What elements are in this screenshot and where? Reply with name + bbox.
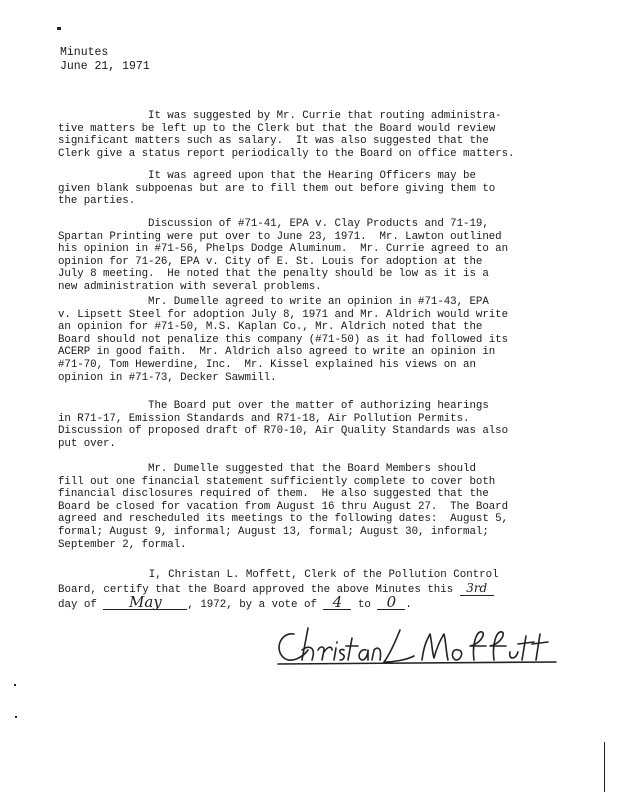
paragraph-financial-vacation: Mr. Dumelle suggested that the Board Members should fill out one financial statement sufficiently complete to cover both financial disclosures required of them. He also suggested that the Board be closed for vacation from August 16 thru August 27. The Board agreed and rescheduled its meetings to the following dates: August 5, formal; August 9, informal; August 13, formal; August 30, informal; September 2, formal. <box>58 463 509 551</box>
certification-line-2 <box>58 582 494 597</box>
certification-text: Board, certify that the Board approved the above Minutes this <box>58 584 460 596</box>
paragraph-admin-matters: It was suggested by Mr. Currie that routing administra- tive matters be left up to the Clerk but that the Board would review significant matters such as salary. It was also suggested that the Clerk give a status report periodically to the Board on office matters. <box>58 110 515 160</box>
paragraph-hearings-putover: The Board put over the matter of authorizing hearings in R71-17, Emission Standards and R71-18, Air Pollution Permits. Discussion of proposed draft of R70-10, Air Quality Standards was also put over. <box>58 400 509 450</box>
certification-text: to <box>351 599 378 611</box>
handwritten-vote-against: 0 <box>377 596 405 610</box>
handwritten-day: 3rd <box>460 582 494 596</box>
certification-text: , 1972, by a vote of <box>187 599 324 611</box>
certification-line-3 <box>58 593 412 612</box>
document-title: Minutes <box>60 46 109 59</box>
scan-edge-line <box>604 742 605 792</box>
paragraph-hearing-officers: It was agreed upon that the Hearing Officers may be given blank subpoenas but are to fill them out before giving them to the parties. <box>58 170 496 208</box>
document-date: June 21, 1971 <box>60 60 150 73</box>
paragraph-case-discussion: Discussion of #71-41, EPA v. Clay Products and 71-19, Spartan Printing were put over to June 23, 1971. Mr. Lawton outlined his opinion in #71-56, Phelps Dodge Aluminum. Mr. Currie agreed to an opinion for 71-26, EPA v. City of E. St. Louis for adoption at the July 8 meeting. He noted that the penalty should be low as it is a new administration with several problems. <box>58 218 509 293</box>
clerk-signature <box>272 620 562 670</box>
paragraph-opinion-assignments: Mr. Dumelle agreed to write an opinion in #71-43, EPA v. Lipsett Steel for adoption July 8, 1971 and Mr. Aldrich would write an opinion for #71-50, M.S. Kaplan Co., Mr. Aldrich noted that the Board should not penalize this company (#71-50) as it had followed its ACERP in good faith. Mr. Aldrich also agreed to write an opinion in #71-70, Tom Hewerdine, Inc. Mr. Kissel explained his views on an opinion in #71-73, Decker Sawmill. <box>58 296 509 384</box>
scan-speck <box>57 27 61 30</box>
certification-line-1: I, Christan L. Moffett, Clerk of the Pollution Control <box>58 569 499 581</box>
handwritten-vote-for: 4 <box>323 596 351 610</box>
scan-speck <box>15 716 17 718</box>
certification-text: . <box>405 599 412 611</box>
handwritten-month: May <box>103 596 187 610</box>
certification-text: day of <box>58 599 104 611</box>
scan-speck <box>14 684 16 686</box>
